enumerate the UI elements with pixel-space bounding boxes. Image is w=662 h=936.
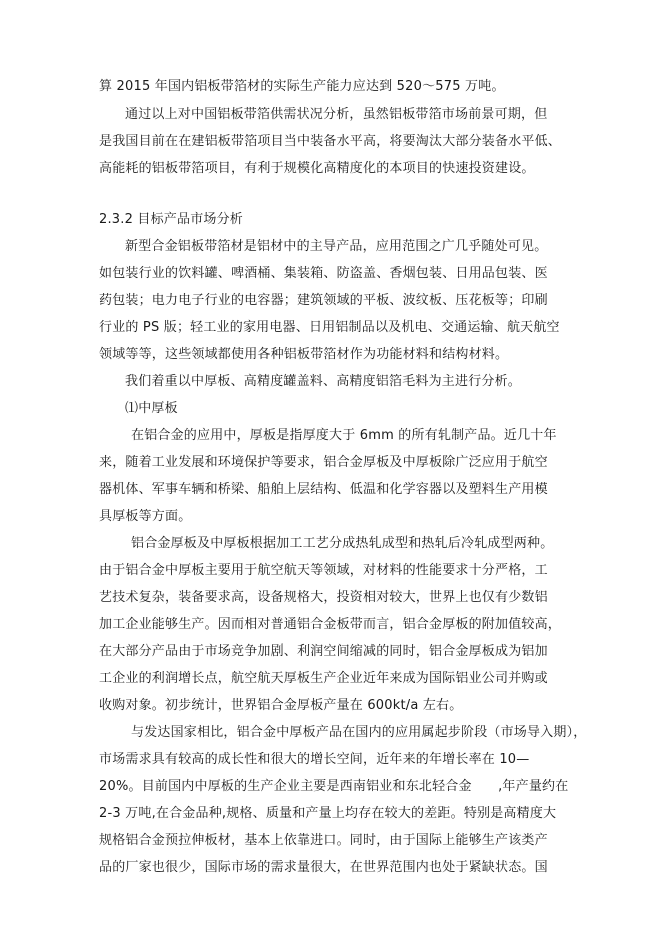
paragraph-line: 药包装；电力电子行业的电容器；建筑领域的平板、波纹板、压花板等；印刷: [99, 293, 548, 308]
paragraph-line: 在大部分产品由于市场竞争加剧、利润空间缩减的同时，铝合金厚板成为铝加: [99, 644, 548, 659]
paragraph-line: 在铝合金的应用中，厚板是指厚度大于 6mm 的所有轧制产品。近几十年: [131, 428, 557, 443]
paragraph-line: 行业的 PS 版；轻工业的家用电器、日用铝制品以及机电、交通运输、航天航空: [99, 320, 560, 335]
paragraph-line: 领域等等，这些领域都使用各种铝板带箔材作为功能材料和结构材料。: [99, 347, 509, 362]
section-heading: 2.3.2 目标产品市场分析: [99, 212, 244, 227]
paragraph-line: 器机体、军事车辆和桥梁、船舶上层结构、低温和化学容器以及塑料生产用模: [99, 482, 548, 497]
paragraph-line: 加工企业能够生产。因而相对普通铝合金板带而言，铝合金厚板的附加值较高，: [99, 617, 562, 632]
paragraph-line: 是我国目前在在建铝板带箔项目当中装备水平高，将要淘汰大部分装备水平低、: [99, 134, 562, 149]
paragraph-line: 如包装行业的饮料罐、啤酒桶、集装箱、防盗盖、香烟包装、日用品包装、医: [99, 266, 548, 281]
paragraph-line: 2-3 万吨,在合金品种,规格、质量和产量上均存在较大的差距。特别是高精度大: [99, 806, 557, 821]
paragraph-line: 来，随着工业发展和环境保护等要求，铝合金厚板及中厚板除广泛应用于航空: [99, 455, 548, 470]
paragraph-line: 我们着重以中厚板、高精度罐盖料、高精度铝箔毛料为主进行分析。: [125, 374, 522, 389]
paragraph-line: 收购对象。初步统计，世界铝合金厚板产量在 600kt/a 左右。: [99, 698, 463, 713]
paragraph-line: 市场需求具有较高的成长性和很大的增长空间，近年来的年增长率在 10—: [99, 752, 530, 767]
paragraph-line: 艺技术复杂，装备要求高，设备规格大，投资相对较大，世界上也仅有少数铝: [99, 590, 548, 605]
paragraph-line: 高能耗的铝板带箔项目，有利于规模化高精度化的本项目的快速投资建设。: [99, 161, 535, 176]
paragraph-line: 新型合金铝板带箔材是铝材中的主导产品，应用范围之广几乎随处可见。: [125, 239, 548, 254]
paragraph-line: 具厚板等方面。: [99, 509, 192, 524]
paragraph-line: 品的厂家也很少，国际市场的需求量很大，在世界范围内也处于紧缺状态。国: [99, 860, 548, 875]
paragraph-line: 由于铝合金中厚板主要用于航空航天等领域，对材料的性能要求十分严格，工: [99, 563, 548, 578]
paragraph-line: 算 2015 年国内铝板带箔材的实际生产能力应达到 520～575 万吨。: [99, 79, 505, 94]
paragraph-line: 与发达国家相比，铝合金中厚板产品在国内的应用属起步阶段（市场导入期），: [131, 725, 587, 740]
paragraph-line: 20%。目前国内中厚板的生产企业主要是西南铝业和东北轻合金 ,年产量约在: [99, 779, 569, 794]
paragraph-line: 规格铝合金预拉伸板材，基本上依靠进口。同时，由于国际上能够生产该类产: [99, 833, 548, 848]
paragraph-line: 工企业的利润增长点，航空航天厚板生产企业近年来成为国际铝业公司并购或: [99, 671, 548, 686]
paragraph-line: 铝合金厚板及中厚板根据加工工艺分成热轧成型和热轧后冷轧成型两种。: [131, 536, 554, 551]
paragraph-line: 通过以上对中国铝板带箔供需状况分析，虽然铝板带箔市场前景可期，但: [125, 107, 548, 122]
subsection-heading: ⑴中厚板: [125, 401, 178, 416]
